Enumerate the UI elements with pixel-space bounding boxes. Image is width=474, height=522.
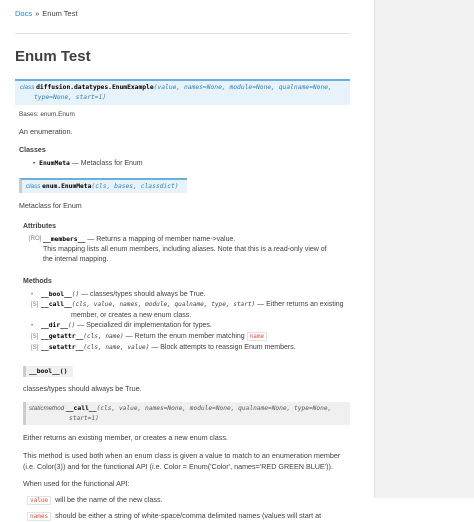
method-call-link[interactable]: __call__ bbox=[41, 300, 72, 309]
bullet-icon: • bbox=[31, 291, 34, 298]
readonly-tag: [RO] bbox=[29, 236, 42, 243]
attributes-heading: Attributes bbox=[23, 222, 57, 230]
bool-description: classes/types should always be True. bbox=[23, 384, 142, 394]
bases-text: Bases: enum.Enum bbox=[19, 111, 75, 119]
method-setattr-link[interactable]: __setattr__ bbox=[41, 343, 84, 352]
method-dir-link[interactable]: __dir__ bbox=[41, 321, 68, 330]
call-params-line1: (cls, value, names=None, module=None, qualname=None, type=None, bbox=[96, 405, 332, 413]
names-code: names bbox=[27, 512, 51, 521]
method-item bbox=[31, 343, 350, 354]
static-tag: [S] bbox=[31, 334, 39, 341]
names-definition bbox=[27, 510, 350, 521]
value-definition bbox=[27, 494, 350, 505]
method-params: () bbox=[67, 322, 76, 330]
value-code: value bbox=[27, 496, 51, 505]
method-item bbox=[31, 300, 350, 311]
call-name: __call__ bbox=[65, 404, 97, 413]
method-desc: — Return the enum member matching bbox=[123, 333, 245, 341]
classes-list-item bbox=[33, 159, 350, 169]
attribute-desc-more: This mapping lists all enum members, including aliases. Note that this is a read-only view of the internal mapping. bbox=[43, 246, 327, 264]
method-bool-link[interactable]: __bool__ bbox=[41, 289, 72, 298]
inline-code: name bbox=[247, 332, 267, 341]
enummeta-signature bbox=[19, 178, 187, 193]
method-item bbox=[31, 332, 350, 343]
call-signature bbox=[23, 402, 350, 425]
sig-keyword: class bbox=[20, 83, 35, 91]
methods-heading: Methods bbox=[23, 277, 52, 285]
enummeta-name: enum.EnumMeta bbox=[42, 182, 92, 190]
call-keyword: staticmethod bbox=[29, 405, 65, 413]
call-paragraph-1: Either returns an existing member, or creates a new enum class. bbox=[23, 433, 228, 443]
breadcrumb-separator: » bbox=[35, 8, 40, 18]
method-params: (cls, name) bbox=[83, 333, 124, 341]
method-item bbox=[31, 290, 350, 301]
sig-name: EnumExample bbox=[111, 83, 154, 91]
value-desc: will be the name of the new class. bbox=[55, 494, 163, 504]
method-desc: — Specialized dir implementation for types. bbox=[75, 322, 212, 330]
breadcrumb bbox=[15, 8, 350, 20]
classes-heading: Classes bbox=[19, 146, 46, 155]
attribute-desc: — Returns a mapping of member name->value. bbox=[85, 236, 236, 244]
breadcrumb-docs-link[interactable]: Docs bbox=[15, 8, 33, 18]
breadcrumb-current: Enum Test bbox=[42, 8, 78, 18]
method-params: () bbox=[71, 290, 80, 298]
method-getattr-link[interactable]: __getattr__ bbox=[41, 332, 84, 341]
class-description: An enumeration. bbox=[19, 126, 73, 136]
method-desc: — Either returns an existing bbox=[255, 301, 344, 309]
class-item-desc: — Metaclass for Enum bbox=[69, 160, 143, 168]
enummeta-keyword: class bbox=[26, 182, 41, 190]
static-tag: [S] bbox=[31, 302, 39, 309]
attribute-name[interactable]: __members__ bbox=[43, 235, 86, 244]
sig-module: diffusion.datatypes. bbox=[36, 83, 112, 91]
divider bbox=[15, 33, 350, 34]
bullet-icon: • bbox=[31, 323, 34, 330]
enummeta-description: Metaclass for Enum bbox=[19, 201, 82, 210]
right-sidebar bbox=[374, 0, 474, 498]
enummeta-block bbox=[19, 178, 350, 193]
bool-signature: __bool__() bbox=[23, 366, 73, 377]
class-signature bbox=[15, 79, 350, 106]
call-paragraph-3: When used for the functional API: bbox=[23, 478, 130, 488]
names-desc: should be either a string of white-space/comma delimited names (values will start at bbox=[55, 511, 322, 521]
static-tag: [S] bbox=[31, 345, 39, 352]
sig-params-line1: (value, names=None, module=None, qualname=None, bbox=[153, 83, 332, 91]
method-item bbox=[31, 321, 350, 332]
page-title: Enum Test bbox=[15, 48, 91, 65]
method-params: (cls, name, value) bbox=[83, 344, 150, 352]
method-desc-continued: member, or creates a new enum class. bbox=[71, 312, 192, 320]
bullet-icon: • bbox=[33, 161, 36, 168]
enummeta-params: (cls, bases, classdict) bbox=[91, 182, 179, 190]
call-paragraph-2: This method is used both when an enum class is given a value to match to an enumeration member (i.e. Color(3)) and for the functional API (i.e. Color = Enum('Color', names='RED GREEN BLUE')). bbox=[23, 450, 341, 471]
method-desc: — Block attempts to reassign Enum members. bbox=[149, 344, 296, 352]
class-link-enummeta[interactable]: EnumMeta bbox=[39, 159, 70, 168]
method-params: (cls, value, names, module, qualname, type, start) bbox=[71, 301, 256, 309]
sig-params-line2: type=None, start=1) bbox=[34, 93, 107, 101]
method-desc: — classes/types should always be True. bbox=[79, 290, 206, 298]
attribute-item bbox=[29, 235, 350, 245]
call-params-line2: start=1) bbox=[69, 415, 99, 423]
